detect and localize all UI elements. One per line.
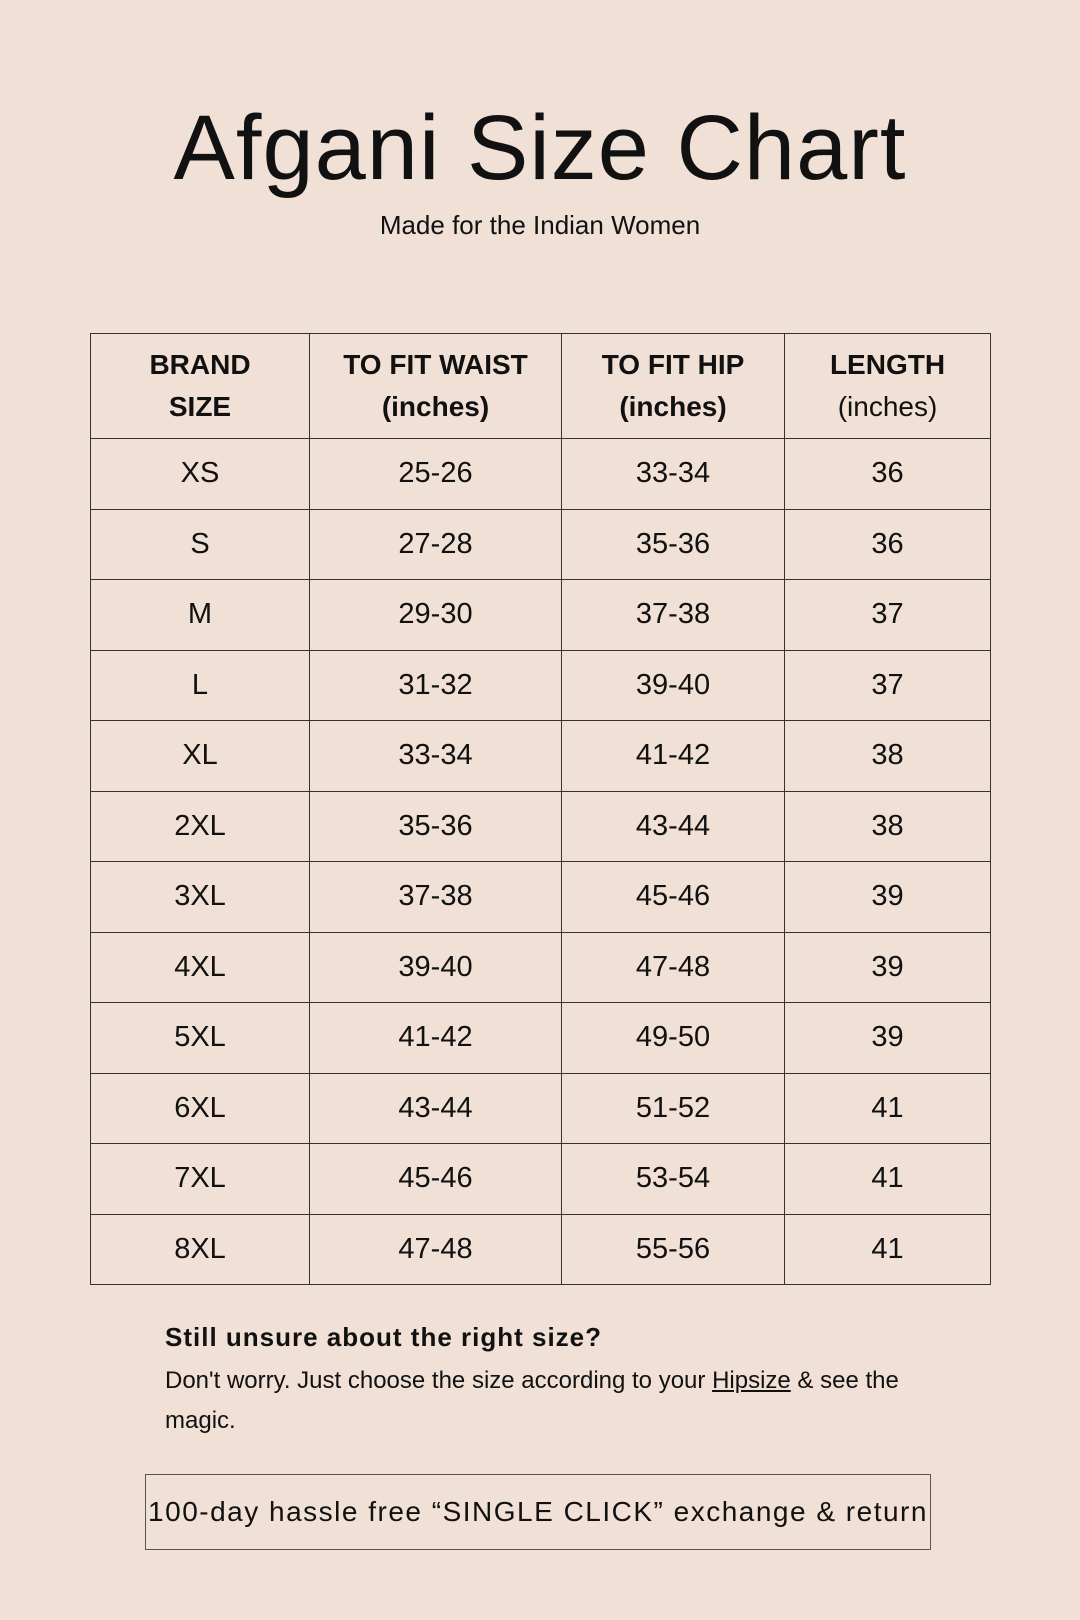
table-row (91, 721, 991, 792)
help-text-before: Don't worry. Just choose the size according to your (165, 1367, 713, 1394)
table-row (91, 439, 991, 510)
cell-length: 37 (785, 650, 991, 721)
cell-hip: 41-42 (562, 721, 785, 792)
table-row (91, 509, 991, 580)
table-row (91, 1073, 991, 1144)
column-header-line: (inches) (381, 391, 490, 422)
cell-waist: 39-40 (310, 932, 562, 1003)
cell-hip: 45-46 (562, 862, 785, 933)
cell-hip: 39-40 (562, 650, 785, 721)
cell-brand-size: M (91, 580, 310, 651)
cell-waist: 45-46 (310, 1144, 562, 1215)
cell-brand-size: 7XL (91, 1144, 310, 1215)
table-row (91, 650, 991, 721)
cell-length: 39 (785, 932, 991, 1003)
cell-hip: 49-50 (562, 1003, 785, 1074)
cell-brand-size: S (91, 509, 310, 580)
cell-length: 38 (785, 791, 991, 862)
column-header-hip (562, 334, 785, 439)
cell-hip: 53-54 (562, 1144, 785, 1215)
cell-brand-size: XS (91, 439, 310, 510)
column-header-line: TO FIT WAIST (343, 349, 528, 380)
table-row (91, 1214, 991, 1285)
cell-length: 39 (785, 1003, 991, 1074)
cell-brand-size: 2XL (91, 791, 310, 862)
hipsize-link[interactable]: Hipsize (712, 1367, 791, 1394)
cell-length: 37 (785, 580, 991, 651)
column-header-line: (inches) (837, 391, 938, 422)
table-body (91, 439, 991, 1285)
table-row (91, 862, 991, 933)
column-header-line: (inches) (619, 391, 727, 422)
cell-hip: 55-56 (562, 1214, 785, 1285)
cell-hip: 33-34 (562, 439, 785, 510)
size-chart-table (90, 333, 991, 1285)
column-header-line: LENGTH (829, 349, 946, 380)
cell-brand-size: 4XL (91, 932, 310, 1003)
exchange-return-banner (145, 1474, 931, 1550)
cell-brand-size: XL (91, 721, 310, 792)
cell-length: 39 (785, 862, 991, 933)
table-row (91, 791, 991, 862)
cell-hip: 37-38 (562, 580, 785, 651)
cell-brand-size: 3XL (91, 862, 310, 933)
cell-length: 41 (785, 1144, 991, 1215)
table-row (91, 1003, 991, 1074)
cell-length: 41 (785, 1073, 991, 1144)
column-header-brand-size (91, 334, 310, 439)
cell-brand-size: 6XL (91, 1073, 310, 1144)
cell-waist: 33-34 (310, 721, 562, 792)
table-row (91, 1144, 991, 1215)
column-header-waist (310, 334, 562, 439)
cell-waist: 37-38 (310, 862, 562, 933)
column-header-line: TO FIT HIP (601, 349, 745, 380)
table-header-row (91, 334, 991, 439)
size-help-section (165, 1322, 965, 1441)
cell-hip: 51-52 (562, 1073, 785, 1144)
help-heading: Still unsure about the right size? (165, 1322, 603, 1352)
cell-brand-size: 8XL (91, 1214, 310, 1285)
column-header-line: SIZE (168, 391, 232, 422)
cell-waist: 31-32 (310, 650, 562, 721)
cell-waist: 29-30 (310, 580, 562, 651)
cell-length: 38 (785, 721, 991, 792)
help-text (165, 1361, 965, 1441)
cell-hip: 47-48 (562, 932, 785, 1003)
help-text-after: & see the magic. (165, 1367, 899, 1434)
column-header-length (785, 334, 991, 439)
cell-brand-size: L (91, 650, 310, 721)
cell-waist: 25-26 (310, 439, 562, 510)
table-row (91, 932, 991, 1003)
cell-hip: 43-44 (562, 791, 785, 862)
cell-waist: 27-28 (310, 509, 562, 580)
cell-length: 36 (785, 509, 991, 580)
cell-length: 36 (785, 439, 991, 510)
table-row (91, 580, 991, 651)
promo-text: 100-day hassle free “SINGLE CLICK” exchange & return (148, 1496, 928, 1527)
cell-brand-size: 5XL (91, 1003, 310, 1074)
cell-waist: 43-44 (310, 1073, 562, 1144)
cell-waist: 41-42 (310, 1003, 562, 1074)
cell-waist: 47-48 (310, 1214, 562, 1285)
cell-waist: 35-36 (310, 791, 562, 862)
page-subtitle: Made for the Indian Women (379, 210, 701, 240)
cell-hip: 35-36 (562, 509, 785, 580)
cell-length: 41 (785, 1214, 991, 1285)
page-title: Afgani Size Chart (173, 97, 907, 199)
column-header-line: BRAND (149, 349, 251, 380)
